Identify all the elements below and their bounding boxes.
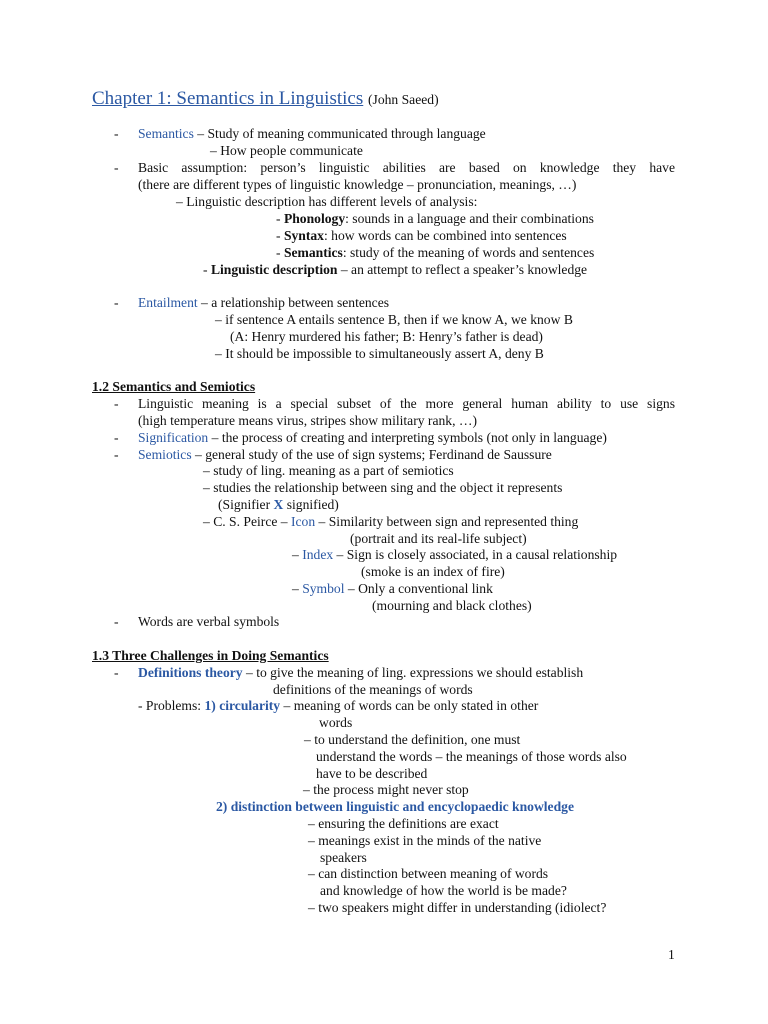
verbal-symbols-line: Words are verbal symbols xyxy=(138,614,280,629)
symbol-line: – Symbol – Only a conventional link xyxy=(292,581,493,596)
semiotics-bullet: Semiotics – general study of the use of sign systems; Ferdinand de Saussure xyxy=(138,447,552,462)
semantics-bullet: Semantics – Study of meaning communicated through language xyxy=(138,126,486,141)
signification-term: Signification xyxy=(138,430,209,445)
signification-bullet: Signification – the process of creating and interpreting symbols (not only in language) xyxy=(138,430,607,445)
semantics-level-line: - Semantics: study of the meaning of words and sentences xyxy=(276,245,595,260)
semantics-term: Semantics xyxy=(138,126,194,141)
icon-example: (portrait and its real-life subject) xyxy=(350,531,527,546)
peirce-line: – C. S. Peirce – Icon – Similarity between sign and represented thing xyxy=(203,514,579,529)
bullet-dash: - xyxy=(114,447,119,462)
circularity-line-3: – to understand the definition, one must xyxy=(304,732,521,747)
distinction-line-6: – two speakers might differ in understanding (idiolect? xyxy=(308,900,607,915)
bullet-dash: - xyxy=(114,126,119,141)
levels-line: – Linguistic description has different levels of analysis: xyxy=(176,194,478,209)
bullet-dash: - xyxy=(114,665,119,680)
circularity-line-2: words xyxy=(319,715,353,730)
problems-line: - Problems: 1) circularity – meaning of words can be only stated in other xyxy=(138,698,539,713)
bullet-dash: - xyxy=(114,430,119,445)
distinction-line-4: – can distinction between meaning of words xyxy=(308,866,549,881)
icon-term: Icon xyxy=(290,514,316,529)
definitions-line-2: definitions of the meanings of words xyxy=(273,682,473,697)
definitions-theory-bullet: Definitions theory – to give the meaning of ling. expressions we should establish xyxy=(138,665,584,680)
semiotics-sub-2: – studies the relationship between sing and the object it represents xyxy=(203,480,563,495)
entailment-bullet: Entailment – a relationship between sentences xyxy=(138,295,390,310)
author-name: (John Saeed) xyxy=(368,92,439,107)
entailment-line-4: – It should be impossible to simultaneously assert A, deny B xyxy=(215,346,544,361)
syntax-line: - Syntax: how words can be combined into sentences xyxy=(276,228,567,243)
page-number: 1 xyxy=(668,947,675,962)
bullet-dash: - xyxy=(114,160,119,175)
semiotics-line-2: (high temperature means virus, stripes show military rank, …) xyxy=(138,413,478,428)
index-term: Index xyxy=(302,547,334,562)
symbol-term: Symbol xyxy=(302,581,345,596)
x-mark: X xyxy=(273,497,284,512)
linguistic-description-line: - Linguistic description – an attempt to reflect a speaker’s knowledge xyxy=(203,262,588,277)
semiotics-sub-1: – study of ling. meaning as a part of semiotics xyxy=(203,463,454,478)
circularity-line-4: understand the words – the meanings of those words also xyxy=(316,749,627,764)
signifier-line: (Signifier X signified) xyxy=(218,497,339,512)
bullet-dash: - xyxy=(114,295,119,310)
section-heading-challenges: 1.3 Three Challenges in Doing Semantics xyxy=(92,648,329,663)
definitions-theory-term: Definitions theory xyxy=(138,665,243,680)
chapter-title: Chapter 1: Semantics in Linguistics xyxy=(92,88,364,109)
assumption-line-2: (there are different types of linguistic knowledge – pronunciation, meanings, …) xyxy=(138,177,577,192)
circularity-line-6: – the process might never stop xyxy=(303,782,469,797)
distinction-line-3: speakers xyxy=(320,850,367,865)
semiotics-line-1: Linguistic meaning is a special subset of the more general human ability to use signs xyxy=(138,396,675,411)
section-heading-semiotics: 1.2 Semantics and Semiotics xyxy=(92,379,256,394)
circularity-term: 1) circularity xyxy=(204,698,281,713)
circularity-line-5: have to be described xyxy=(316,766,428,781)
phonology-line: - Phonology: sounds in a language and their combinations xyxy=(276,211,594,226)
page-title xyxy=(92,87,439,112)
distinction-line-5: and knowledge of how the world is be made? xyxy=(320,883,567,898)
entailment-line-2: – if sentence A entails sentence B, then if we know A, we know B xyxy=(215,312,573,327)
distinction-heading: 2) distinction between linguistic and encyclopaedic knowledge xyxy=(216,799,574,814)
entailment-term: Entailment xyxy=(138,295,198,310)
assumption-line-1: Basic assumption: person’s linguistic abilities are based on knowledge they have xyxy=(138,160,675,175)
bullet-dash: - xyxy=(114,396,119,411)
distinction-line-2: – meanings exist in the minds of the native xyxy=(308,833,542,848)
index-example: (smoke is an index of fire) xyxy=(361,564,505,579)
semiotics-term: Semiotics xyxy=(138,447,192,462)
distinction-line-1: – ensuring the definitions are exact xyxy=(308,816,499,831)
symbol-example: (mourning and black clothes) xyxy=(372,598,532,613)
index-line: – Index – Sign is closely associated, in a causal relationship xyxy=(292,547,618,562)
bullet-dash: - xyxy=(114,614,119,629)
entailment-line-3: (A: Henry murdered his father; B: Henry’s father is dead) xyxy=(230,329,543,344)
semantics-sub: – How people communicate xyxy=(210,143,363,158)
